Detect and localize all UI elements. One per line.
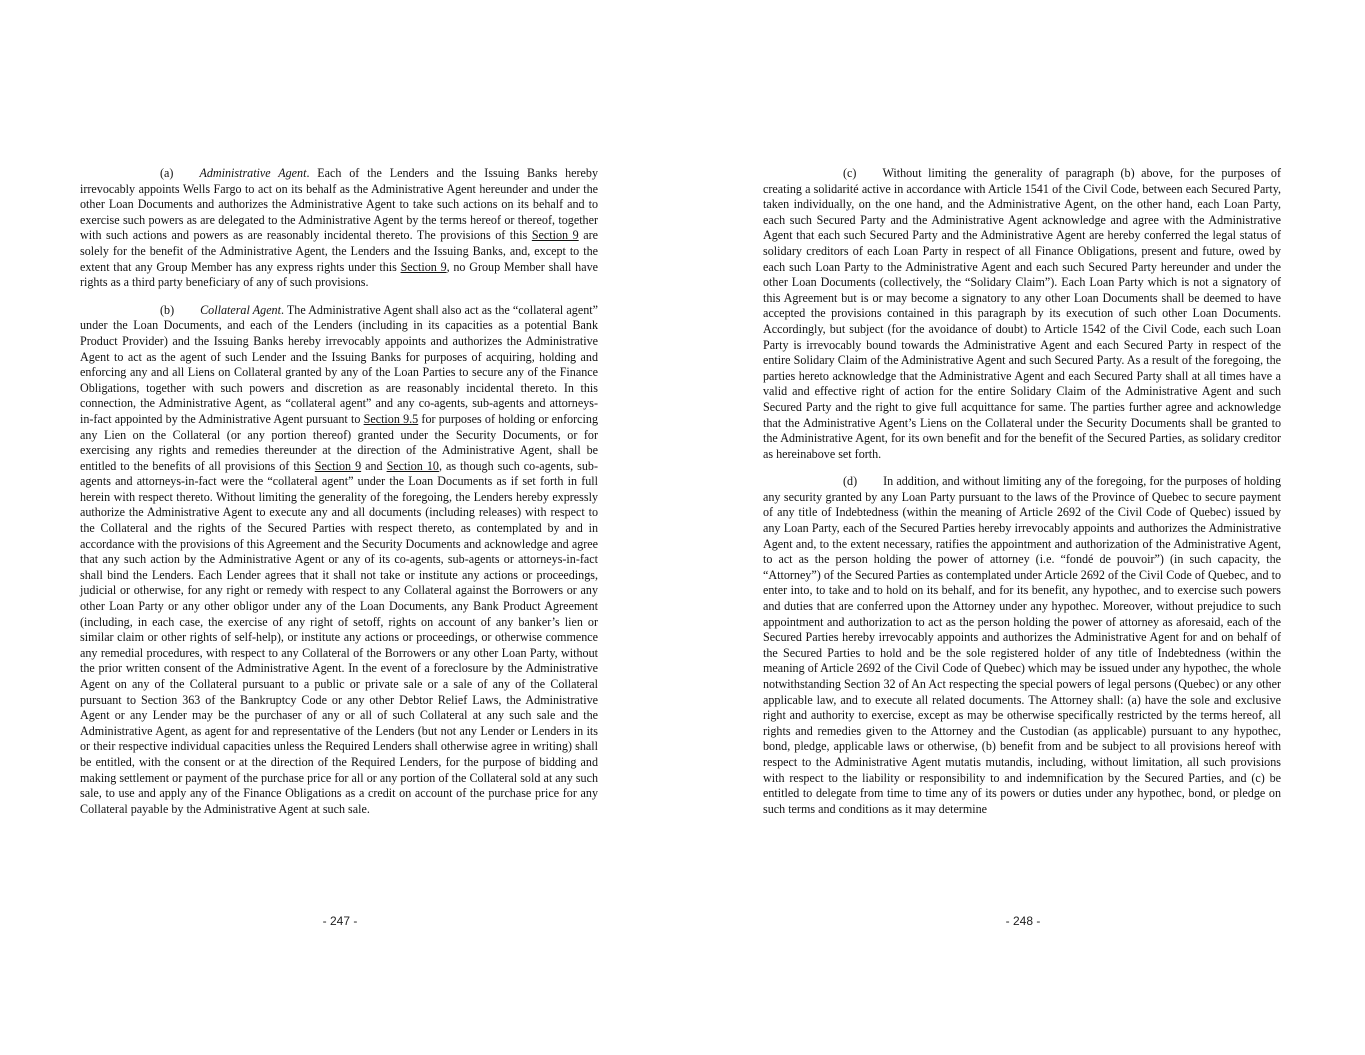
right-page-body <box>763 166 1281 829</box>
paragraph-c <box>763 166 1281 462</box>
paragraph-d-label: (d) <box>843 474 858 489</box>
section-10-reference: Section 10 <box>386 458 439 473</box>
left-page-body <box>80 166 598 829</box>
section-9-5-reference: Section 9.5 <box>363 411 419 426</box>
paragraph-b-text-4: , as though such co-agents, sub-agents and attorneys-in-fact were the “collateral agent” under the Loan Documents as if set forth in full herein with respect thereto. Without limiting the generality of the foregoing, the Lenders hereby expressly authorize the Administrative Agent to execute any and all documents (including releases) with respect to the Collateral and the rights of the Secured Parties with respect thereto, as contemplated by and in accordance with the provisions of this Agreement and the Security Documents and acknowledge and agree that any such action by the Administrative Agent or any of its co-agents, sub-agents or attorneys-in-fact shall bind the Lenders. Each Lender agrees that it shall not take or institute any actions or proceedings, judicial or otherwise, for any right or remedy with respect to any Collateral against the Borrowers or any other Loan Party or any other obligor under any of the Loan Documents, any Bank Product Agreement (including, in each case, the exercise of any right of setoff, rights on account of any banker’s lien or similar claim or other rights of self-help), or institute any actions or proceedings, or otherwise commence any remedial procedures, with respect to any Collateral of the Borrowers or any other Loan Party, without the prior written consent of the Administrative Agent. In the event of a foreclosure by the Administrative Agent on any of the Collateral pursuant to a public or private sale or a sale of any of the Collateral pursuant to Section 363 of the Bankruptcy Code or any other Debtor Relief Laws, the Administrative Agent or any Lender may be the purchaser of any or all of such Collateral at any such sale and the Administrative Agent, as agent for and representative of the Lenders (but not any Lender or Lenders in its or their respective individual capacities unless the Required Lenders shall otherwise agree in writing) shall be entitled, with the consent or at the direction of the Required Lenders, for the purpose of bidding and making settlement or payment of the purchase price for all or any portion of the Collateral sold at any such sale, to use and apply any of the Finance Obligations as a credit on account of the purchase price for any Collateral payable by the Administrative Agent at such sale. <box>80 458 598 816</box>
paragraph-d-text: In addition, and without limiting any of the foregoing, for the purposes of holding any security granted by any Loan Party pursuant to the laws of the Province of Quebec to secure payment of any title of Indebtedness (within the meaning of Article 2692 of the Civil Code of Quebec) issued by any Loan Party, each of the Secured Parties hereby irrevocably appoints and authorizes the Administrative Agent and, to the extent necessary, ratifies the appointment and authorization of the Administrative Agent, to act as the person holding the power of attorney (i.e. “fondé de pouvoir”) (in such capacity, the “Attorney”) of the Secured Parties as contemplated under Article 2692 of the Civil Code of Quebec, and to enter into, to take and to hold on its behalf, and for its benefit, any hypothec, and to exercise such powers and duties that are conferred upon the Attorney under any hypothec. Moreover, without prejudice to such appointment and authorization to act as the person holding the power of attorney as aforesaid, each of the Secured Parties hereby irrevocably appoints and authorizes the Administrative Agent for and on behalf of the Secured Parties to hold and be the sole registered holder of any title of Indebtedness (within the meaning of Article 2692 of the Civil Code of Quebec) which may be issued under any hypothec, the whole notwithstanding Section 32 of An Act respecting the special powers of legal persons (Quebec) or any other applicable law, and to execute all related documents. The Attorney shall: (a) have the sole and exclusive right and authority to exercise, except as may be otherwise specifically restricted by the terms hereof, all rights and remedies given to the Attorney and the Custodian (as applicable) pursuant to any hypothec, bond, pledge, applicable laws or otherwise, (b) benefit from and be subject to all provisions hereof with respect to the Administrative Agent mutatis mutandis, including, without limitation, all such provisions with respect to the liability or responsibility to and indemnification by the Secured Parties, and (c) be entitled to delegate from time to time any of its powers or duties under any hypothec, bond, or pledge on such terms and conditions as it may determine <box>763 474 1281 816</box>
paragraph-b-text-2: for purposes of holding or enforcing any Lien on the Collateral (or any portion thereof) granted under the Security Documents, or for exercising any rights and remedies thereunder at the direction of the Administrative Agent, shall be entitled to the benefits of all provisions of this <box>80 411 598 473</box>
paragraph-d <box>763 474 1281 817</box>
paragraph-a-heading: Administrative Agent <box>199 166 307 180</box>
paragraph-a <box>80 166 598 291</box>
paragraph-b-text-1: . The Administrative Agent shall also act as the “collateral agent” under the Loan Documents, and each of the Lenders (including in its capacities as a potential Bank Product Provider) and the Issuing Banks hereby irrevocably appoints and authorizes the Administrative Agent to act as the agent of such Lender and the Issuing Banks for purposes of acquiring, holding and enforcing any and all Liens on Collateral granted by any of the Loan Parties to secure any of the Finance Obligations, together with such powers and discretion as are reasonably incidental thereto. In this connection, the Administrative Agent, as “collateral agent” and any co-agents, sub-agents and attorneys-in-fact appointed by the Administrative Agent pursuant to <box>80 302 598 426</box>
paragraph-b-heading: Collateral Agent <box>200 302 281 317</box>
paragraph-c-label: (c) <box>843 166 857 180</box>
section-9-reference: Section 9 <box>531 228 579 243</box>
page-number-247: - 247 - <box>322 914 358 928</box>
section-9-reference: Section 9 <box>314 458 362 473</box>
paragraph-b <box>80 303 598 818</box>
paragraph-a-label: (a) <box>160 166 174 180</box>
paragraph-b-label: (b) <box>160 302 175 317</box>
paragraph-c-text: Without limiting the generality of paragraph (b) above, for the purposes of creating a solidarité active in accordance with Article 1541 of the Civil Code, between each Secured Party, taken individually, on the one hand, and the Administrative Agent, on the other hand, each Loan Party, each such Secured Party and the Administrative Agent acknowledge and agree with the Administrative Agent that each such Secured Party and the Administrative Agent are hereby conferred the legal status of solidary creditors of each Loan Party in respect of all Finance Obligations, present and future, owed by each such Loan Party to the Administrative Agent and each such Secured Party hereunder and under the other Loan Documents (collectively, the “Solidary Claim”). Each Loan Party which is not a signatory of this Agreement but is or may become a signatory to any other Loan Documents shall be deemed to have accepted the provisions contained in this paragraph by its execution of such other Loan Documents. Accordingly, but subject (for the avoidance of doubt) to Article 1542 of the Civil Code, each such Loan Party is irrevocably bound towards the Administrative Agent and each Secured Party in respect of the entire Solidary Claim of the Administrative Agent and such Secured Party. As a result of the foregoing, the parties hereto acknowledge that the Administrative Agent and each Secured Party shall at all times have a valid and effective right of action for the entire Solidary Claim of the Administrative Agent and such Secured Party and the right to give full acquittance for same. The parties further agree and acknowledge that the Administrative Agent’s Liens on the Collateral under the Security Documents shall be granted to the Administrative Agent, for its own benefit and for the benefit of the Secured Parties, as solidary creditor as hereinabove set forth. <box>763 166 1281 461</box>
paragraph-a-text-3: , no Group Member shall have rights as a third party beneficiary of any of such provisions. <box>80 259 598 290</box>
section-9-reference: Section 9 <box>400 259 447 274</box>
paragraph-b-text-3: and <box>361 458 387 473</box>
paragraph-a-text-2: are solely for the benefit of the Administrative Agent, the Lenders and the Issuing Banks, and, except to the extent that any Group Member has any express rights under this <box>80 228 598 274</box>
paragraph-a-text-1: . Each of the Lenders and the Issuing Banks hereby irrevocably appoints Wells Fargo to act on its behalf as the Administrative Agent hereunder and under the other Loan Documents and authorizes the Administrative Agent to take such actions on its behalf and to exercise such powers as are delegated to the Administrative Agent by the terms hereof or thereof, together with such actions and powers as are reasonably incidental thereto. The provisions of this <box>80 166 598 243</box>
page-number-248: - 248 - <box>1005 914 1041 928</box>
